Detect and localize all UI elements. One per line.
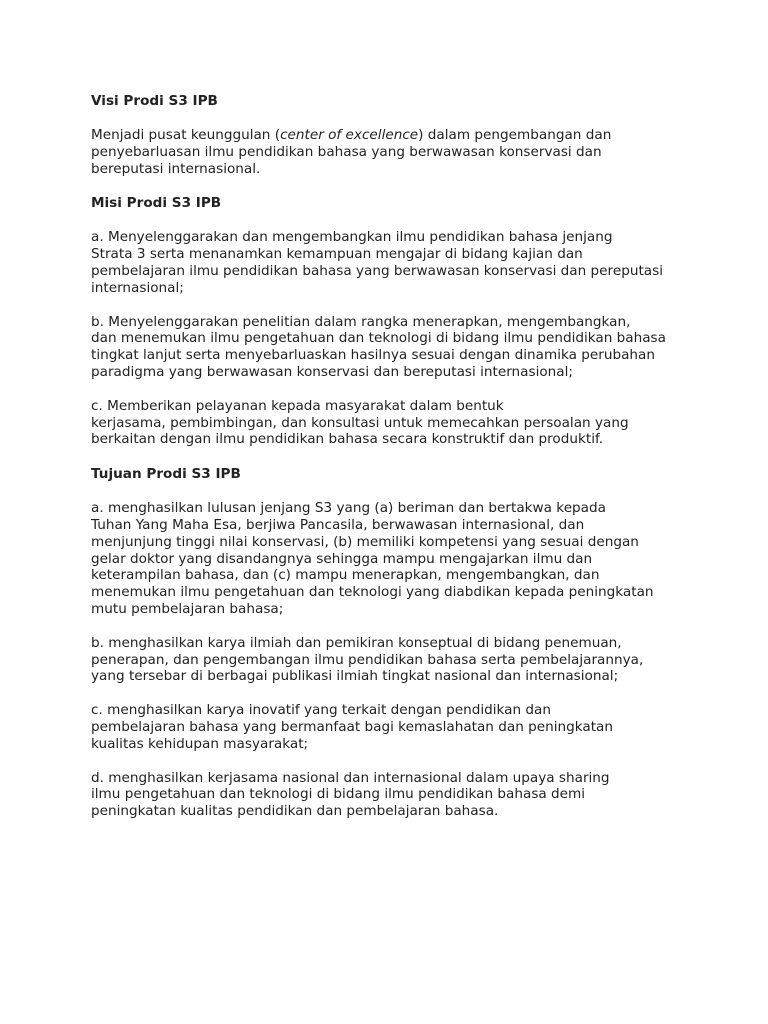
tujuan-heading: Tujuan Prodi S3 IPB: [91, 466, 241, 483]
misi-item-a: a. Menyelenggarakan dan mengembangkan ilmu pendidikan bahasa jenjang Strata 3 serta menanamkan kemampuan mengajar di bidang kajian dan pembelajaran ilmu pendidikan bahasa yang berwawasan konservasi dan pereputasi internasional;: [91, 229, 663, 296]
visi-paragraph: [91, 127, 691, 177]
tujuan-item-c: c. menghasilkan karya inovatif yang terkait dengan pendidikan dan pembelajaran bahasa yang bermanfaat bagi kemaslahatan dan peningkatan kualitas kehidupan masyarakat;: [91, 702, 614, 752]
visi-text-before: Menjadi pusat keunggulan (: [91, 127, 281, 143]
visi-text-after: ) dalam pengembangan dan penyebarluasan ilmu pendidikan bahasa yang berwawasan konservasi dan bereputasi internasional.: [91, 127, 612, 177]
tujuan-item-d: d. menghasilkan kerjasama nasional dan internasional dalam upaya sharing ilmu pengetahuan dan teknologi di bidang ilmu pendidikan bahasa demi peningkatan kualitas pendidikan dan pembelajaran bahasa.: [91, 769, 610, 820]
misi-item-b: b. Menyelenggarakan penelitian dalam rangka menerapkan, mengembangkan, dan menemukan ilmu pengetahuan dan teknologi di bidang ilmu pendidikan bahasa tingkat lanjut serta menyebarluaskan hasilnya sesuai dengan dinamika perubahan paradigma yang berwawasan konservasi dan bereputasi internasional;: [91, 313, 666, 380]
tujuan-item-b: b. menghasilkan karya ilmiah dan pemikiran konseptual di bidang penemuan, penerapan, dan pengembangan ilmu pendidikan bahasa serta pembelajarannya, yang tersebar di berbagai publikasi ilmiah tingkat nasional dan internasional;: [91, 634, 644, 685]
misi-heading: Misi Prodi S3 IPB: [91, 195, 222, 212]
visi-text-italic: center of excellence: [280, 127, 419, 143]
document-page: [91, 92, 691, 820]
misi-item-c: c. Memberikan pelayanan kepada masyarakat dalam bentuk kerjasama, pembimbingan, dan konsultasi untuk memecahkan persoalan yang berkaitan dengan ilmu pendidikan bahasa secara konstruktif dan produktif.: [91, 397, 629, 448]
visi-heading: Visi Prodi S3 IPB: [91, 93, 218, 109]
tujuan-item-a: a. menghasilkan lulusan jenjang S3 yang (a) beriman dan bertakwa kepada Tuhan Yang Maha Esa, berjiwa Pancasila, berwawasan internasional, dan menjunjung tinggi nilai konservasi, (b) memiliki kompetensi yang sesuai dengan gelar doktor yang disandangnya sehingga mampu mengajarkan ilmu dan keterampilan bahasa, dan (c) mampu menerapkan, mengembangkan, dan menemukan ilmu pengetahuan dan teknologi yang diabdikan kepada peningkatan mutu pembelajaran bahasa;: [91, 500, 654, 617]
